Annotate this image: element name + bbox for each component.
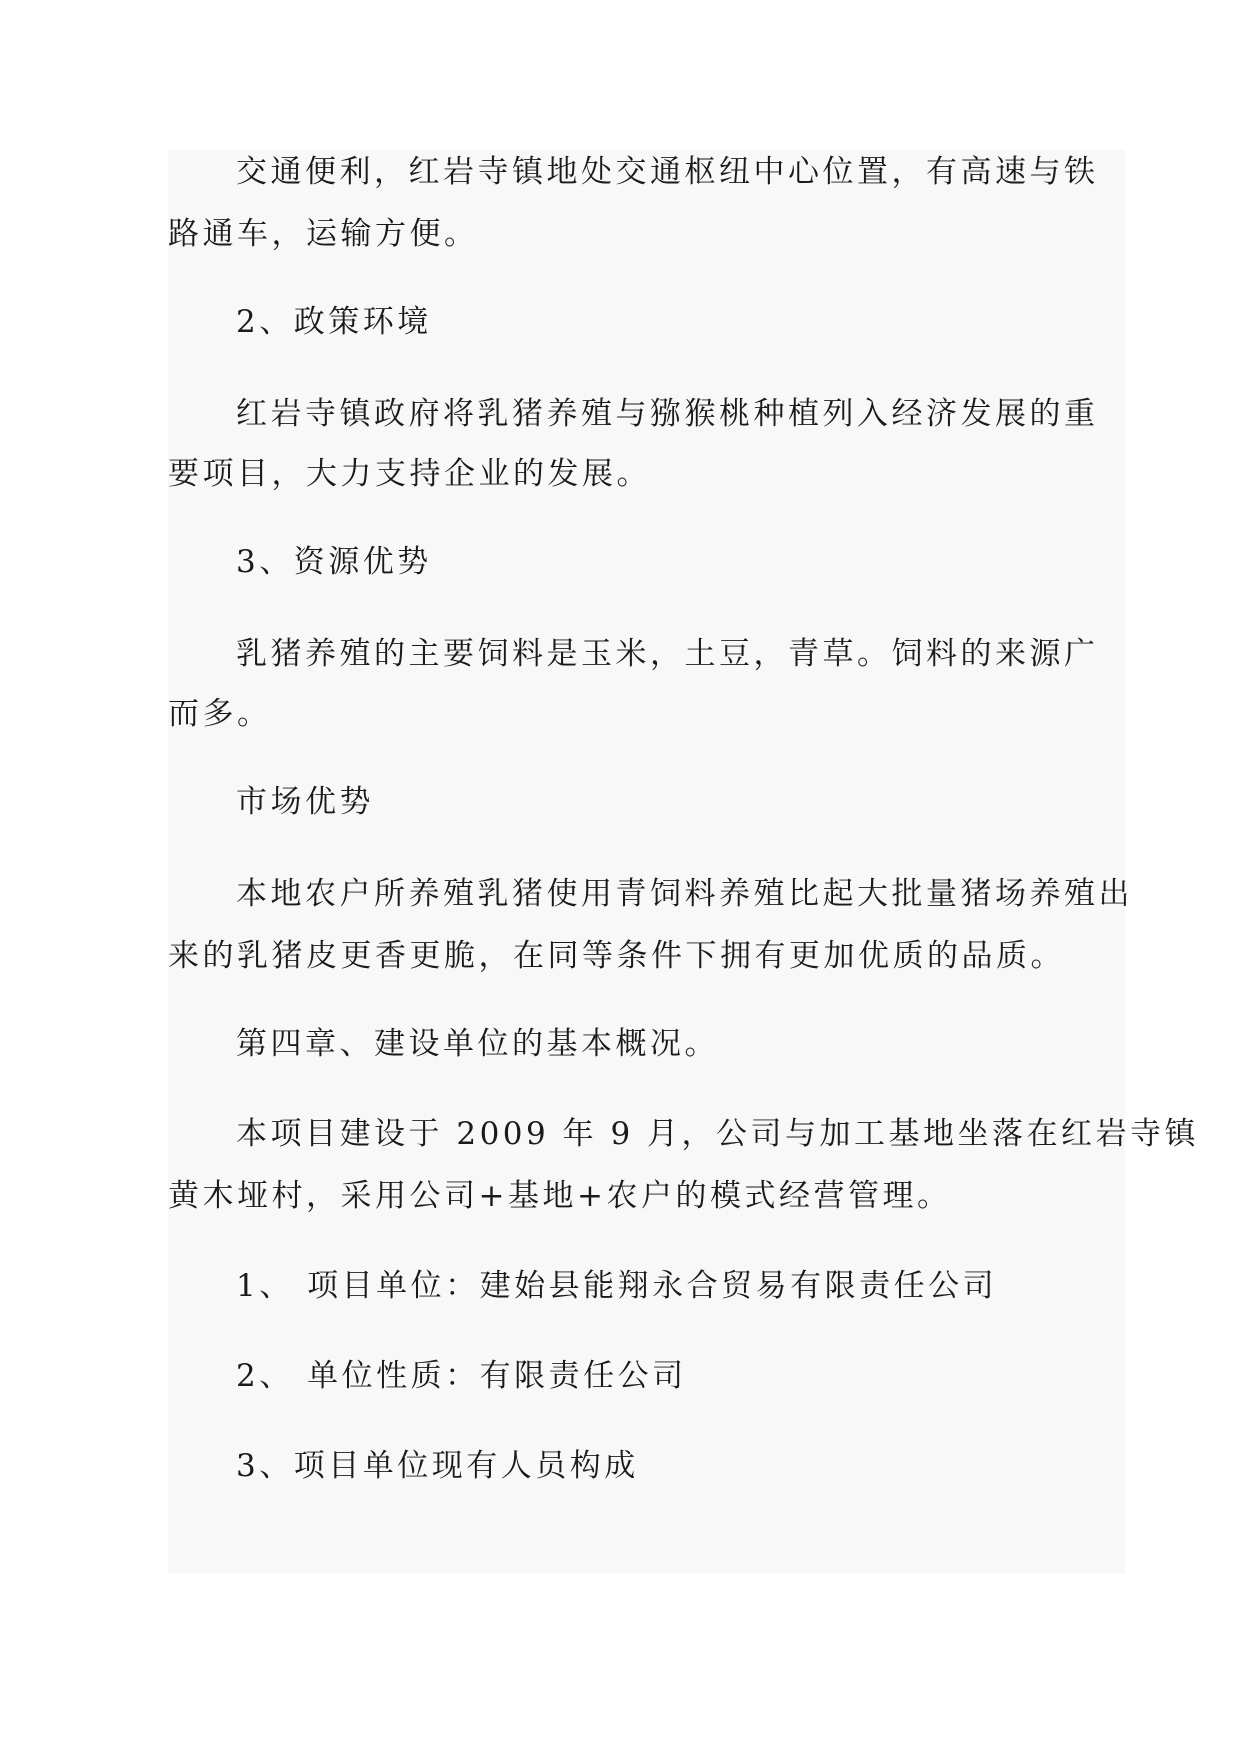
section-heading: 3、资源优势	[236, 544, 432, 580]
paragraph-line: 而多。	[168, 696, 272, 732]
section-heading: 市场优势	[236, 784, 374, 820]
paragraph-line: 本地农户所养殖乳猪使用青饲料养殖比起大批量猪场养殖出	[236, 876, 1133, 912]
paragraph-line: 来的乳猪皮更香更脆，在同等条件下拥有更加优质的品质。	[168, 938, 1065, 974]
paragraph-line: 乳猪养殖的主要饲料是玉米，土豆，青草。饲料的来源广	[236, 636, 1099, 672]
list-item: 1、 项目单位：建始县能翔永合贸易有限责任公司	[236, 1268, 998, 1304]
list-item: 2、 单位性质：有限责任公司	[236, 1358, 687, 1394]
paragraph-line: 路通车，运输方便。	[168, 216, 479, 252]
document-page	[168, 150, 1200, 1574]
paragraph-line: 本项目建设于 2009 年 9 月，公司与加工基地坐落在红岩寺镇	[236, 1116, 1200, 1152]
paragraph-line: 要项目，大力支持企业的发展。	[168, 456, 651, 492]
chapter-heading: 第四章、建设单位的基本概况。	[236, 1026, 719, 1062]
paragraph-line: 红岩寺镇政府将乳猪养殖与猕猴桃种植列入经济发展的重	[236, 396, 1099, 432]
paragraph-line: 交通便利，红岩寺镇地处交通枢纽中心位置，有高速与铁	[236, 154, 1099, 190]
list-item: 3、项目单位现有人员构成	[236, 1448, 639, 1484]
paragraph-line: 黄木垭村，采用公司+基地+农户的模式经营管理。	[168, 1178, 952, 1214]
section-heading: 2、政策环境	[236, 304, 432, 340]
